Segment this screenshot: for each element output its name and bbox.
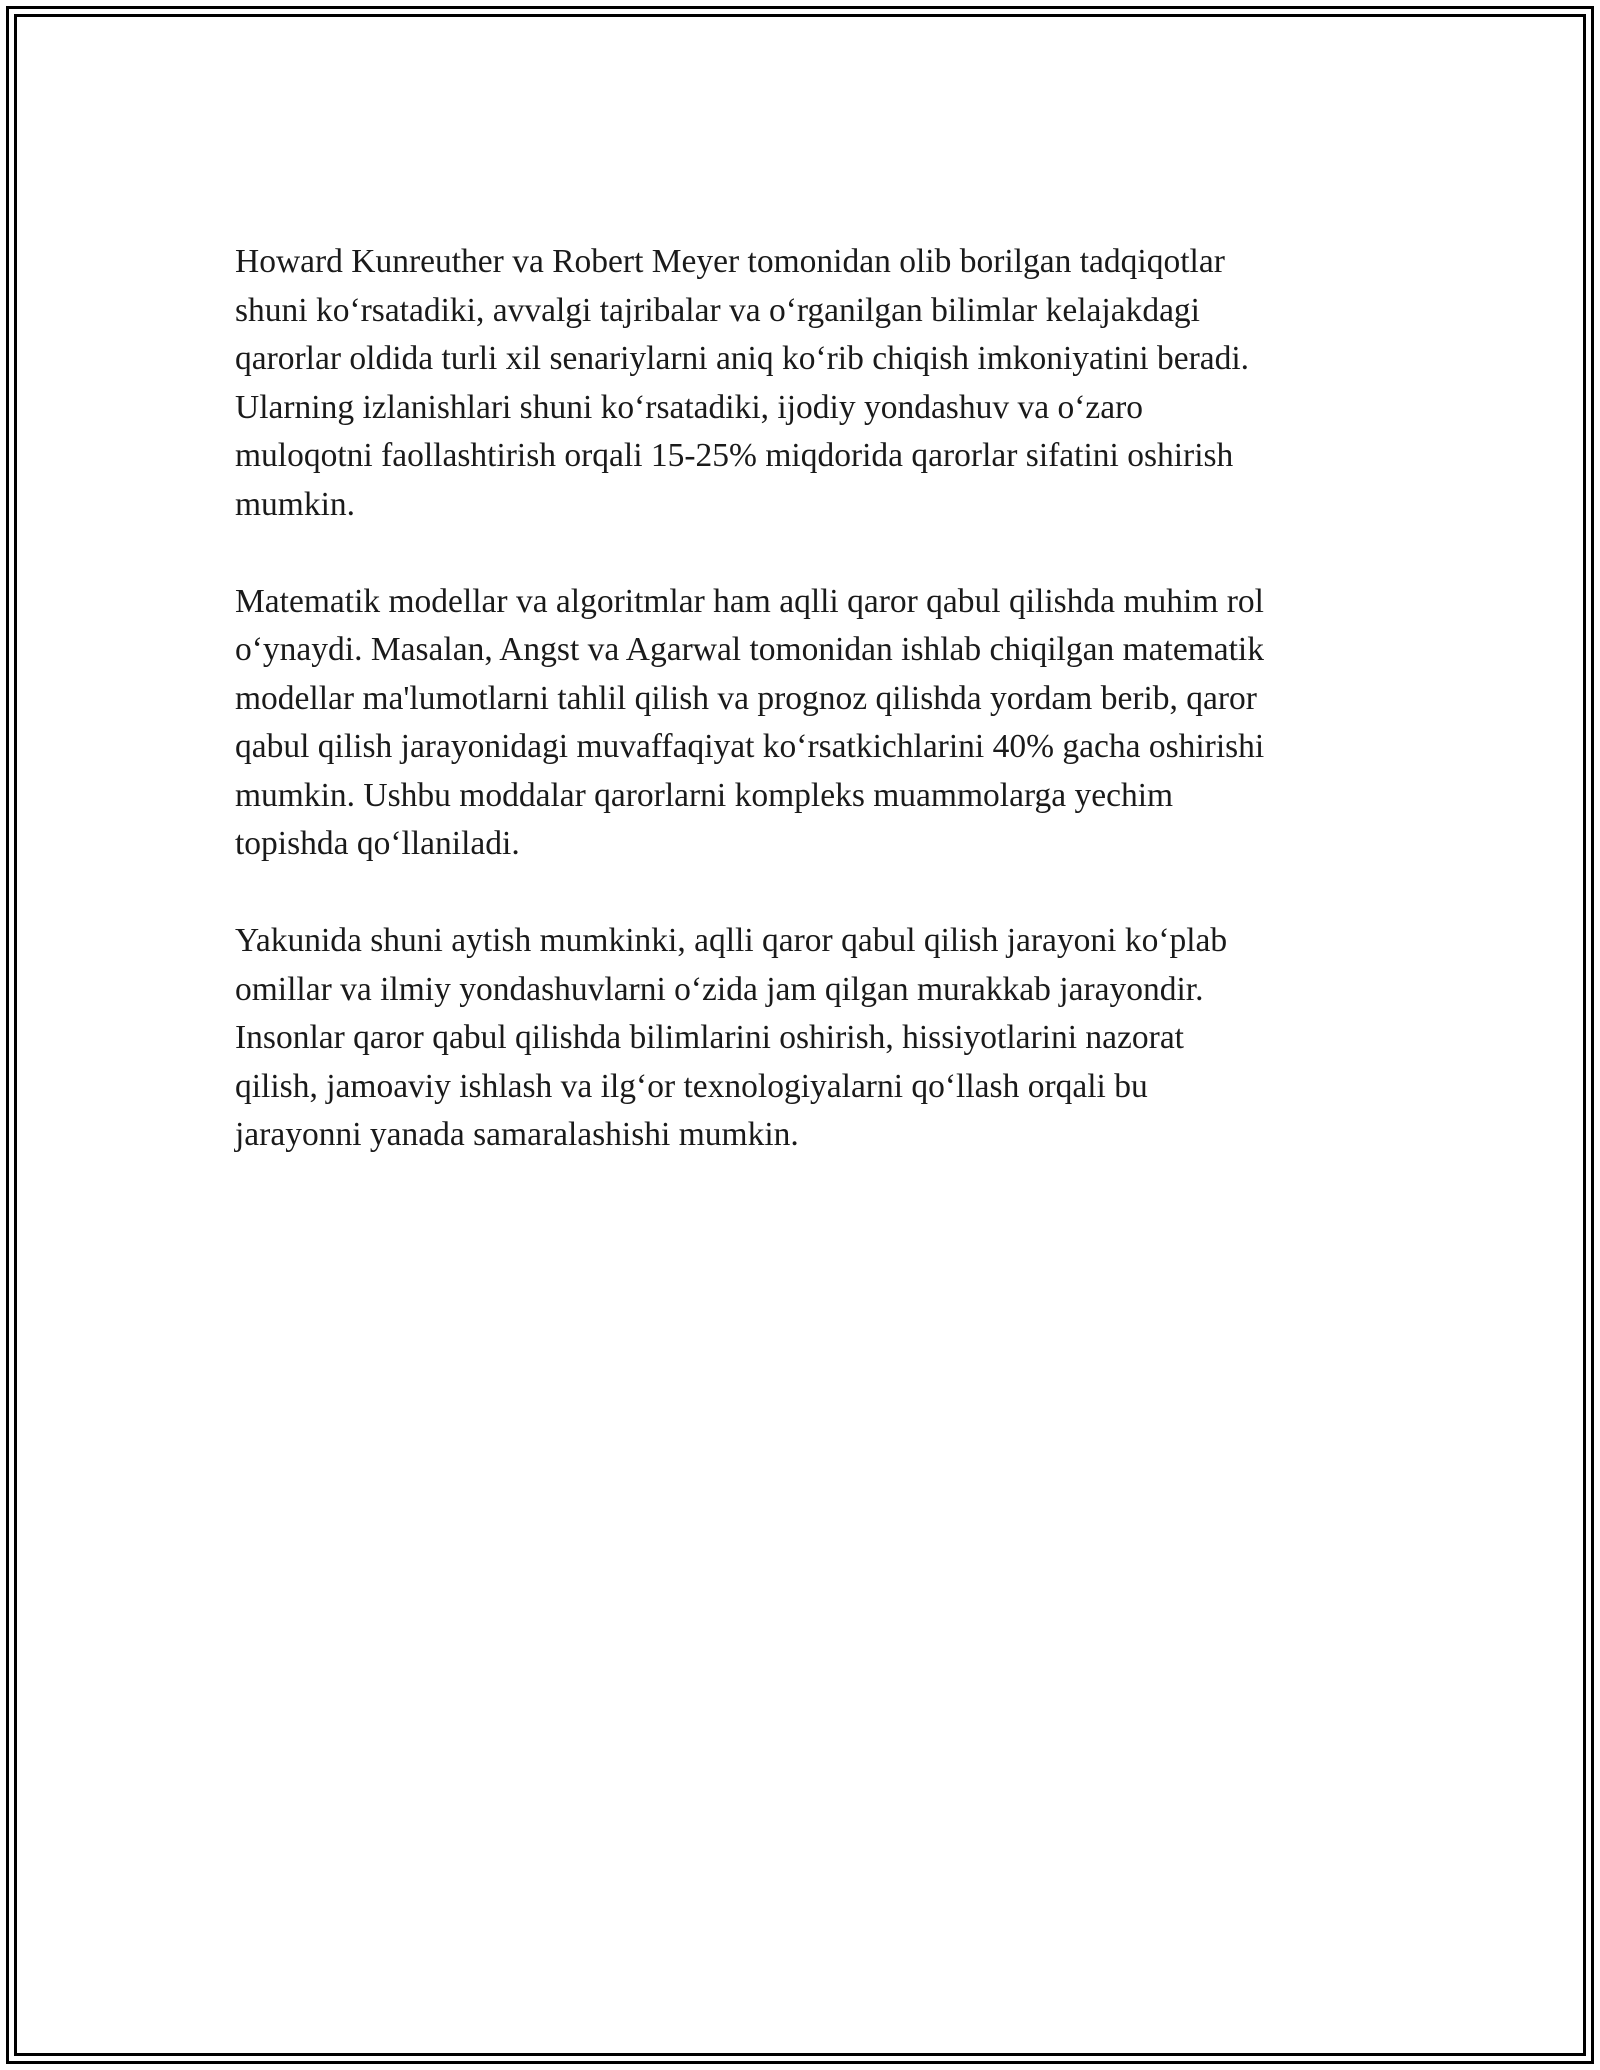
paragraph-line: Howard Kunreuther va Robert Meyer tomonidan olib borilgan tadqiqotlar <box>235 243 1225 280</box>
paragraph-line: qilish, jamoaviy ishlash va ilg‘or texnologiyalarni qo‘llash orqali bu <box>235 1067 1148 1105</box>
paragraph-line: Matematik modellar va algoritmlar ham aqlli qaror qabul qilishda muhim rol <box>235 582 1264 620</box>
paragraph-line: topishda qo‘llaniladi. <box>235 825 520 862</box>
document-body <box>235 238 1375 1208</box>
paragraph-line: shuni ko‘rsatadiki, avvalgi tajribalar va o‘rganilgan bilimlar kelajakdagi <box>235 291 1200 329</box>
paragraph-line: mumkin. Ushbu moddalar qarorlarni kompleks muammolarga yechim <box>235 776 1174 814</box>
paragraph-line: modellar ma'lumotlarni tahlil qilish va prognoz qilishda yordam berib, qaror <box>235 679 1257 717</box>
paragraph-line: mumkin. <box>235 485 356 523</box>
paragraph-3 <box>235 917 1375 1160</box>
paragraph-line: o‘ynaydi. Masalan, Angst va Agarwal tomonidan ishlab chiqilgan matematik <box>235 631 1264 668</box>
paragraph-line: Yakunida shuni aytish mumkinki, aqlli qaror qabul qilish jarayoni ko‘plab <box>235 922 1228 959</box>
paragraph-line: Ularning izlanishlari shuni ko‘rsatadiki, ijodiy yondashuv va o‘zaro <box>235 388 1144 426</box>
paragraph-line: qarorlar oldida turli xil senariylarni aniq ko‘rib chiqish imkoniyatini beradi. <box>235 340 1250 377</box>
paragraph-1 <box>235 238 1375 529</box>
paragraph-2 <box>235 578 1375 869</box>
paragraph-line: Insonlar qaror qabul qilishda bilimlarini oshirish, hissiyotlarini nazorat <box>235 1019 1184 1056</box>
paragraph-line: muloqotni faollashtirish orqali 15-25% miqdorida qarorlar sifatini oshirish <box>235 437 1234 474</box>
paragraph-line: omillar va ilmiy yondashuvlarni o‘zida jam qilgan murakkab jarayondir. <box>235 970 1204 1008</box>
paragraph-line: jarayonni yanada samaralashishi mumkin. <box>235 1116 799 1153</box>
paragraph-line: qabul qilish jarayonidagi muvaffaqiyat ko‘rsatkichlarini 40% gacha oshirishi <box>235 728 1265 765</box>
